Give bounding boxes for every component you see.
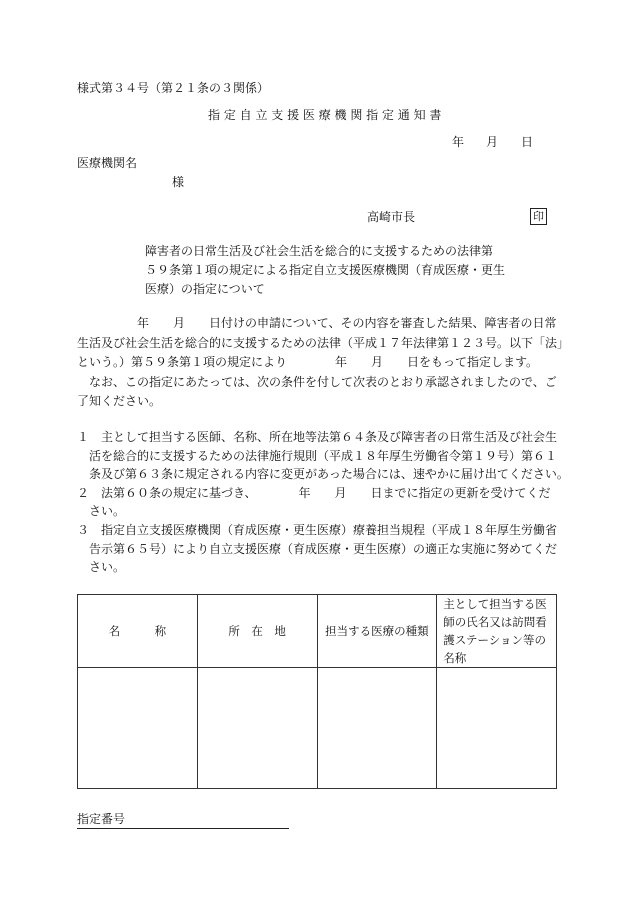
header-medical-type: 担当する医療の種類 — [317, 595, 437, 668]
subject-line: 障害者の日常生活及び社会生活を総合的に支援するための法律第 — [145, 244, 494, 258]
body-line: 了知ください。 — [77, 394, 162, 408]
institution-table — [77, 594, 557, 789]
date-day: 日 — [521, 135, 534, 149]
date-month: 月 — [486, 135, 499, 149]
subject-line: ５９条第１項の規定による指定自立支援医療機関（育成医療・更生 — [145, 263, 506, 277]
subject-line: 医療）の指定について — [145, 282, 265, 296]
condition-line: ３ 指定自立支援医療機関（育成医療・更生医療）療養担当規程（平成１８年厚生労働省 — [77, 522, 558, 537]
header-address: 所 在 地 — [197, 595, 317, 668]
table-row — [78, 668, 557, 789]
condition-line: さい。 — [77, 560, 126, 575]
conditions — [77, 428, 569, 577]
condition-line: 告示第６５号）により自立支援医療（育成医療・更生医療）の適正な実施に努めてくだ — [77, 541, 558, 556]
condition-line: ２ 法第６０条の規定に基づき、 年 月 日までに指定の更新を受けてくだ — [77, 485, 551, 500]
body-line: 生活及び社会生活を総合的に支援するための法律（平成１７年法律第１２３号。以下「法」 — [77, 335, 570, 350]
cell-medical-type — [317, 668, 437, 789]
document-title: 指 定 自 立 支 援 医 療 機 関 指 定 通 知 書 — [208, 108, 442, 122]
subject — [145, 242, 505, 299]
honorific: 様 — [172, 175, 185, 189]
body-line: という。）第５９条第１項の規定により 年 月 日をもって指定します。 — [77, 355, 539, 369]
date-year: 年 — [452, 135, 465, 149]
form-number: 様式第３４号（第２１条の３関係） — [77, 81, 270, 95]
seal-stamp: 印 — [530, 208, 547, 225]
cell-address — [197, 668, 317, 789]
body-line: 年 月 日付けの申請について、その内容を審査した結果、障害者の日常 — [77, 316, 557, 330]
medical-institution-label: 医療機関名 — [77, 156, 138, 170]
designation-number-label: 指定番号 — [77, 812, 126, 826]
cell-name — [78, 668, 198, 789]
condition-line: １ 主として担当する医師、名称、所在地等法第６４条及び障害者の日常生活及び社会生 — [77, 430, 558, 444]
body-text — [77, 314, 569, 412]
header-doctor-name: 主として担当する医師の氏名又は訪問看護ステーション等の名称 — [437, 595, 557, 668]
designation-number-line — [77, 828, 289, 829]
issuer-name: 高崎市長 — [367, 210, 416, 224]
body-line: なお、この指定にあたっては、次の条件を付して次表のとおり承認されましたので、ご — [77, 374, 557, 389]
condition-line: 条及び第６３条に規定される内容に変更があった場合には、速やかに届け出てください。 — [77, 467, 569, 482]
header-name: 名 称 — [78, 595, 198, 668]
cell-doctor-name — [437, 668, 557, 789]
table-header-row — [78, 595, 557, 668]
condition-line: 活を総合的に支援するための法律施行規則（平成１８年厚生労働省令第１９号）第６１ — [77, 448, 558, 463]
condition-line: さい。 — [77, 504, 126, 519]
